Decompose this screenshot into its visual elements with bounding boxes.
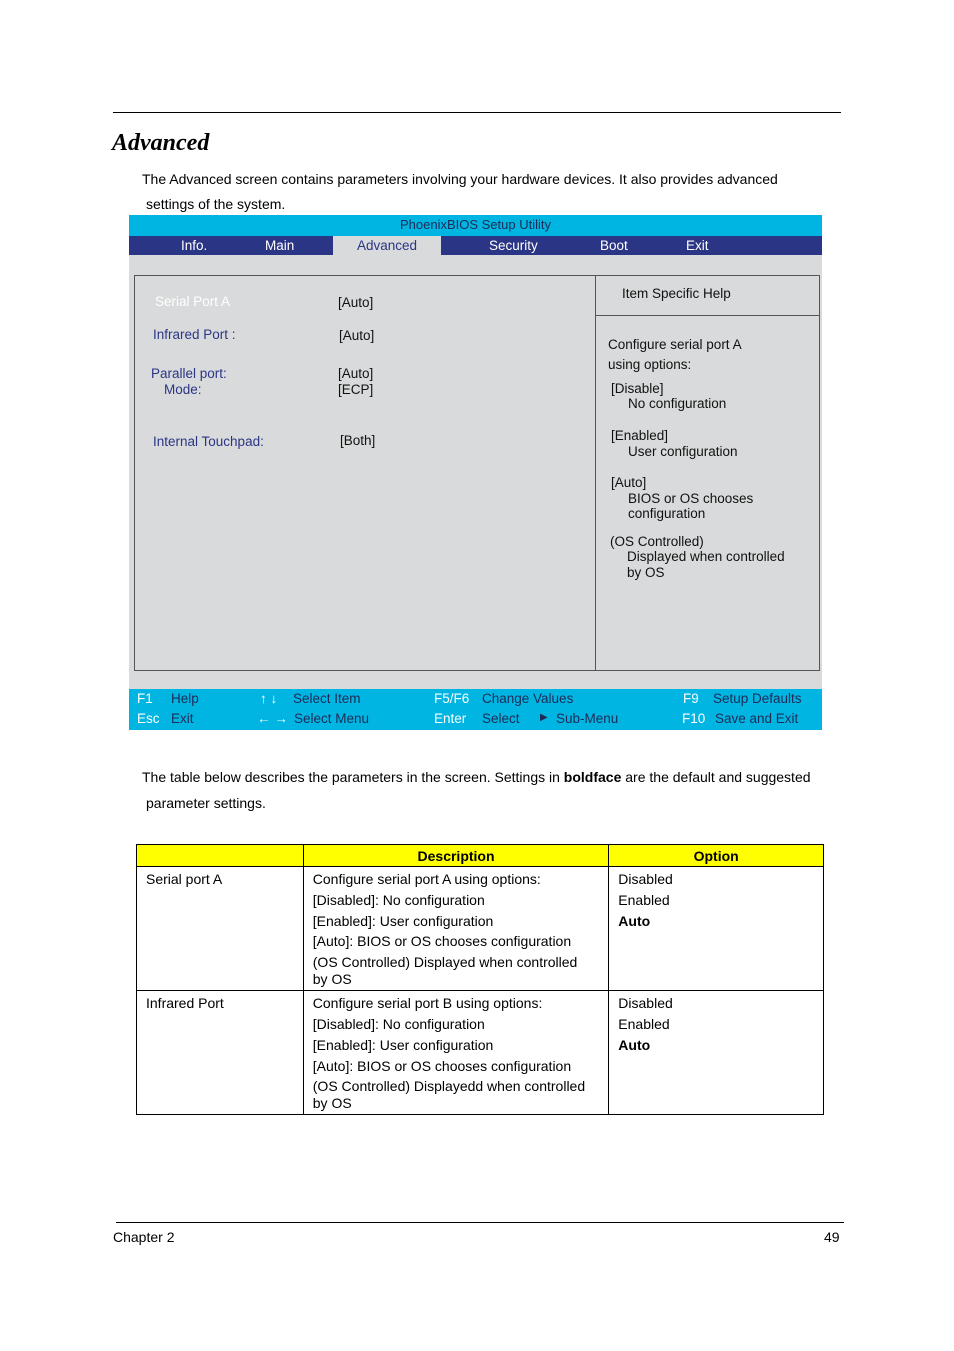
key-left-right-desc: Select Menu	[294, 711, 370, 726]
key-f5-f6: F5/F6	[434, 691, 470, 706]
menu-info[interactable]: Info.	[181, 238, 208, 253]
help-line: by OS	[627, 565, 665, 580]
table-intro-line-1: The table below describes the parameters in the screen. Settings in boldface are the default and suggested	[142, 769, 811, 785]
menu-exit[interactable]: Exit	[686, 238, 709, 253]
bios-help-divider	[596, 315, 819, 316]
table-row	[137, 867, 824, 991]
help-line: using options:	[608, 357, 692, 372]
key-submenu-desc: Sub-Menu	[556, 711, 619, 726]
key-f1-desc: Help	[171, 691, 199, 706]
bios-screenshot	[129, 215, 822, 730]
menu-main[interactable]: Main	[265, 238, 295, 253]
cell-description: Configure serial port A using options: [Disabled]: No configuration [Enabled]: User configuration [Auto]: BIOS or OS chooses configuration (OS Controlled) Displayed when controlled by OS	[303, 867, 609, 991]
bios-main-panel	[134, 275, 820, 671]
intro-line-1: The Advanced screen contains parameters involving your hardware devices. It also provides advanced	[142, 171, 778, 187]
help-title: Item Specific Help	[622, 286, 731, 301]
setting-parallel-port-label[interactable]: Parallel port:	[151, 366, 227, 381]
help-line: Displayed when controlled	[627, 549, 785, 564]
help-line: BIOS or OS chooses	[628, 491, 754, 506]
table-row	[137, 991, 824, 1115]
help-line: [Disable]	[611, 381, 664, 396]
parameter-table	[136, 844, 824, 1115]
key-esc: Esc	[137, 711, 160, 726]
help-line: (OS Controlled)	[610, 534, 704, 549]
setting-serial-port-a-label[interactable]: Serial Port A	[155, 294, 231, 309]
header-description: Description	[303, 845, 609, 867]
help-line: Configure serial port A	[608, 337, 742, 352]
default-option: Auto	[618, 912, 651, 929]
key-f9: F9	[683, 691, 699, 706]
default-option: Auto	[618, 1036, 651, 1053]
menu-boot[interactable]: Boot	[600, 238, 628, 253]
help-line: No configuration	[628, 396, 727, 411]
footer-page-number: 49	[824, 1229, 840, 1245]
table-intro-line-2: parameter settings.	[146, 795, 266, 811]
submenu-arrow-icon: ▶	[540, 712, 548, 723]
setting-infrared-port-label[interactable]: Infrared Port :	[153, 327, 236, 342]
menu-security[interactable]: Security	[489, 238, 538, 253]
header-option: Option	[609, 845, 824, 867]
key-f10-desc: Save and Exit	[715, 711, 799, 726]
key-left-right: ← →	[257, 711, 288, 726]
setting-mode-label[interactable]: Mode:	[164, 382, 202, 397]
cell-option: Disabled Enabled Auto	[609, 867, 824, 991]
page-title: Advanced	[112, 130, 210, 156]
table-header-row	[137, 845, 824, 867]
cell-parameter: Infrared Port	[137, 991, 304, 1115]
setting-parallel-port-value[interactable]: [Auto]	[338, 366, 374, 381]
setting-internal-touchpad-label[interactable]: Internal Touchpad:	[153, 434, 264, 449]
intro-line-2: settings of the system.	[146, 196, 286, 212]
help-line: [Auto]	[611, 475, 647, 490]
bios-title: PhoenixBIOS Setup Utility	[129, 215, 822, 236]
footer-rule	[116, 1222, 844, 1223]
setting-internal-touchpad-value[interactable]: [Both]	[340, 433, 376, 448]
menu-advanced[interactable]: Advanced	[333, 236, 441, 255]
bios-key-legend	[129, 689, 822, 730]
cell-parameter: Serial port A	[137, 867, 304, 991]
key-enter-desc: Select	[482, 711, 520, 726]
cell-description: Configure serial port B using options: [Disabled]: No configuration [Enabled]: User configuration [Auto]: BIOS or OS chooses configuration (OS Controlled) Displayedd when controlled by OS	[303, 991, 609, 1115]
key-esc-desc: Exit	[171, 711, 194, 726]
key-f5-f6-desc: Change Values	[482, 691, 574, 706]
key-up-down: ↑ ↓	[260, 691, 278, 706]
header-rule	[113, 112, 841, 113]
bios-panel-divider	[595, 275, 596, 670]
help-line: User configuration	[628, 444, 738, 459]
header-parameter	[137, 845, 304, 867]
key-f10: F10	[682, 711, 706, 726]
help-line: [Enabled]	[611, 428, 669, 443]
key-f9-desc: Setup Defaults	[713, 691, 802, 706]
setting-serial-port-a-value[interactable]: [Auto]	[338, 295, 374, 310]
key-up-down-desc: Select Item	[293, 691, 361, 706]
footer-chapter: Chapter 2	[113, 1229, 175, 1245]
setting-infrared-port-value[interactable]: [Auto]	[339, 328, 375, 343]
key-f1: F1	[137, 691, 153, 706]
boldface-word: boldface	[563, 769, 622, 785]
setting-mode-value[interactable]: [ECP]	[338, 382, 374, 397]
cell-option: Disabled Enabled Auto	[609, 991, 824, 1115]
key-enter: Enter	[434, 711, 467, 726]
help-line: configuration	[628, 506, 706, 521]
bios-menu-bar	[129, 236, 822, 255]
